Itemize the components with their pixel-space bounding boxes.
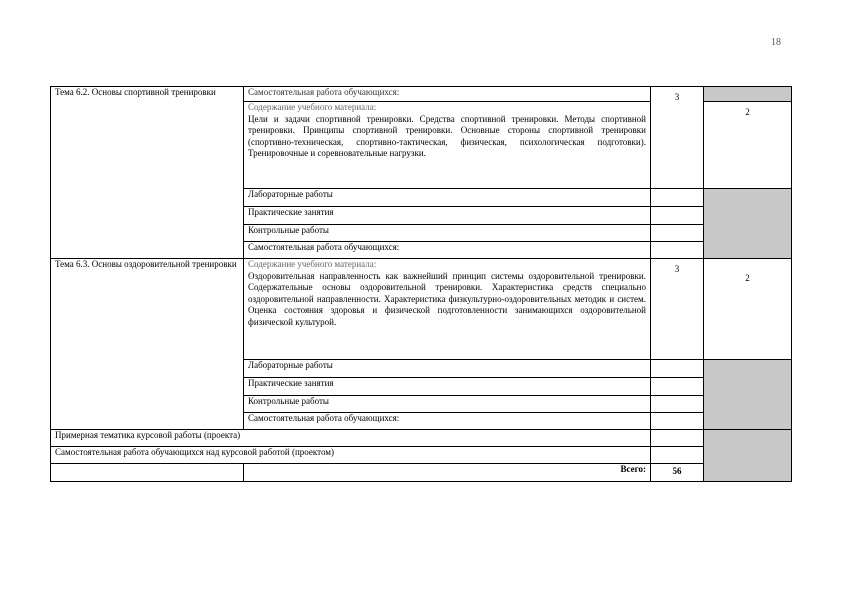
topic-6-3-content [244,259,651,360]
empty-cell [651,360,704,378]
empty-cell [51,464,244,482]
page-number: 18 [771,37,781,48]
coursework-topics: Примерная тематика курсовой работы (проекта) [51,430,651,447]
empty-cell [651,447,704,464]
topic-6-3-lab: Лабораторные работы [244,360,651,378]
topic-6-3-self: Самостоятельная работа обучающихся: [244,413,651,430]
topic-6-3-practice: Практические занятия [244,378,651,396]
content-text: Оздоровительная направленность как важнейший принцип системы оздоровительной тренировки. Содержательные основы оздоровительной тренировки. Характеристика средств специально оздоровительной направленности. Характеристика физкультурно-оздоровительных методик и систем. Оценка состояния здоровья и физической подготовленности занимающихся оздоровительной физической культурой. [248,270,646,327]
empty-cell [651,189,704,207]
empty-cell [651,378,704,396]
shaded-cell [704,87,792,102]
topic-6-2-self-header: Самостоятельная работа обучающихся: [244,87,651,102]
topic-6-2-content [244,102,651,189]
empty-cell [651,413,704,430]
total-label: Всего: [244,464,651,482]
shaded-cell [704,360,792,430]
empty-cell [651,225,704,242]
empty-cell [651,396,704,413]
topic-6-3-hours: 3 [651,259,704,360]
shaded-cell [704,189,792,259]
empty-cell [651,207,704,225]
topic-6-2-lab: Лабораторные работы [244,189,651,207]
coursework-self: Самостоятельная работа обучающихся над курсовой работой (проектом) [51,447,651,464]
content-text: Цели и задачи спортивной тренировки. Средства спортивной тренировки. Методы спортивной тренировки. Принципы спортивной тренировки. Основные стороны спортивной тренировки (спортивно-техническая, спортивно-тактическая, физическая, психологическая подготовки). Тренировочные и соревновательные нагрузки. [248,113,646,159]
total-value: 56 [651,464,704,482]
empty-cell [651,242,704,259]
content-label: Содержание учебного материала: [248,259,377,269]
topic-6-2-title: Тема 6.2. Основы спортивной тренировки [51,87,244,259]
topic-6-2-level: 2 [704,102,792,189]
shaded-cell [704,430,792,482]
topic-6-3-title: Тема 6.3. Основы оздоровительной тренировки [51,259,244,430]
topic-6-3-level: 2 [704,259,792,360]
topic-6-2-practice: Практические занятия [244,207,651,225]
content-label: Содержание учебного материала: [248,102,377,112]
topic-6-3-control: Контрольные работы [244,396,651,413]
curriculum-table [50,86,792,482]
empty-cell [651,430,704,447]
topic-6-2-control: Контрольные работы [244,225,651,242]
topic-6-2-self: Самостоятельная работа обучающихся: [244,242,651,259]
topic-6-2-hours: 3 [651,87,704,189]
